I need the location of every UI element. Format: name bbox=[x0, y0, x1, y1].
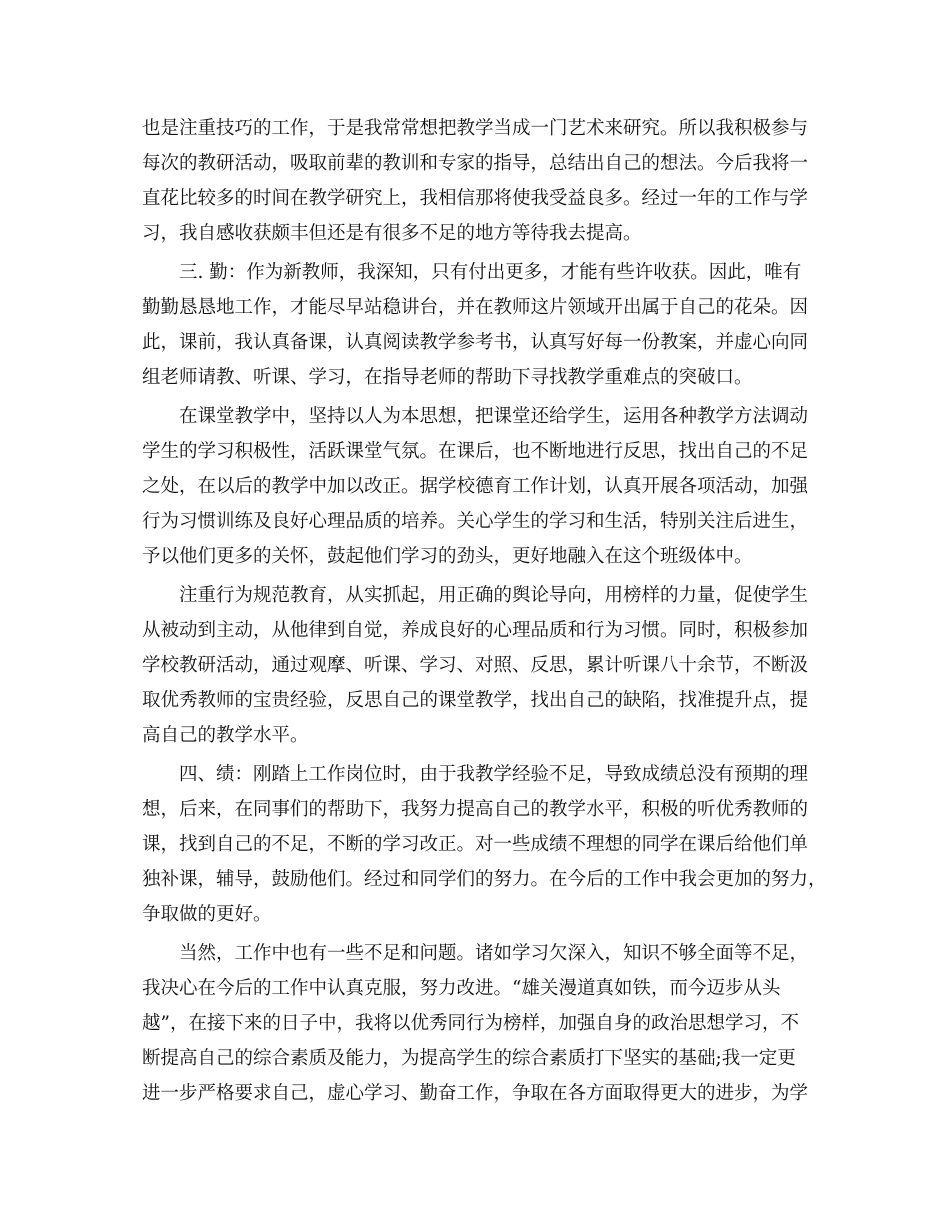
text-line: 予以他们更多的关怀，鼓起他们学习的劲头，更好地融入在这个班级体中。 bbox=[142, 546, 753, 567]
text-line: 越”，在接下来的日子中，我将以优秀同行为榜样，加强自身的政治思想学习，不 bbox=[142, 1013, 799, 1034]
text-line: 当然，工作中也有一些不足和问题。诸如学习欠深入，知识不够全面等不足， bbox=[179, 943, 809, 964]
text-line: 独补课，辅导，鼓励他们。经过和同学们的努力。在今后的工作中我会更加的努力， bbox=[142, 869, 827, 890]
text-line: 习，我自感收获颇丰但还是有很多不足的地方等待我去提高。 bbox=[142, 223, 642, 244]
text-line: 从被动到主动，从他律到自觉，养成良好的心理品质和行为习惯。同时，积极参加 bbox=[142, 620, 809, 641]
text-line: 注重行为规范教育，从实抓起，用正确的舆论导向，用榜样的力量，促使学生 bbox=[179, 585, 809, 606]
text-line: 我决心在今后的工作中认真克服，努力改进。“雄关漫道真如铁，而今迈步从头 bbox=[142, 978, 781, 999]
text-line: 断提高自己的综合素质及能力，为提高学生的综合素质打下坚实的基础;我一定更 bbox=[142, 1048, 796, 1069]
text-line: 行为习惯训练及良好心理品质的培养。关心学生的学习和生活，特别关注后进生， bbox=[142, 511, 809, 532]
text-line: 想，后来，在同事们的帮助下，我努力提高自己的教学水平，积极的听优秀教师的 bbox=[142, 799, 809, 820]
text-line: 也是注重技巧的工作，于是我常常想把教学当成一门艺术来研究。所以我积极参与 bbox=[142, 118, 809, 139]
document-body bbox=[142, 111, 827, 1111]
text-line: 学生的学习积极性，活跃课堂气氛。在课后，也不断地进行反思，找出自己的不足 bbox=[142, 441, 809, 462]
text-line: 每次的教研活动，吸取前辈的教训和专家的指导，总结出自己的想法。今后我将一 bbox=[142, 153, 809, 174]
text-line: 高自己的教学水平。 bbox=[142, 725, 309, 746]
text-line: 之处，在以后的教学中加以改正。据学校德育工作计划，认真开展各项活动，加强 bbox=[142, 476, 809, 497]
text-line: 在课堂教学中，坚持以人为本思想，把课堂还给学生，运用各种教学方法调动 bbox=[179, 406, 809, 427]
text-line: 争取做的更好。 bbox=[142, 904, 272, 925]
text-line: 进一步严格要求自己，虚心学习、勤奋工作，争取在各方面取得更大的进步，为学 bbox=[142, 1083, 809, 1104]
text-line: 三. 勤：作为新教师，我深知，只有付出更多，才能有些许收获。因此，唯有 bbox=[179, 262, 802, 283]
text-line: 组老师请教、听课、学习，在指导老师的帮助下寻找教学重难点的突破口。 bbox=[142, 367, 753, 388]
text-line: 取优秀教师的宝贵经验，反思自己的课堂教学，找出自己的缺陷，找准提升点，提 bbox=[142, 690, 809, 711]
text-line: 课，找到自己的不足，不断的学习改正。对一些成绩不理想的同学在课后给他们单 bbox=[142, 834, 809, 855]
text-line: 直花比较多的时间在教学研究上，我相信那将使我受益良多。经过一年的工作与学 bbox=[142, 188, 809, 209]
text-line: 此，课前，我认真备课，认真阅读教学参考书，认真写好每一份教案，并虚心向同 bbox=[142, 332, 809, 353]
text-line: 四、绩：刚踏上工作岗位时，由于我教学经验不足，导致成绩总没有预期的理 bbox=[179, 764, 809, 785]
text-line: 学校教研活动，通过观摩、听课、学习、对照、反思，累计听课八十余节，不断汲 bbox=[142, 655, 809, 676]
text-line: 勤勤恳恳地工作，才能尽早站稳讲台，并在教师这片领域开出属于自己的花朵。因 bbox=[142, 297, 809, 318]
